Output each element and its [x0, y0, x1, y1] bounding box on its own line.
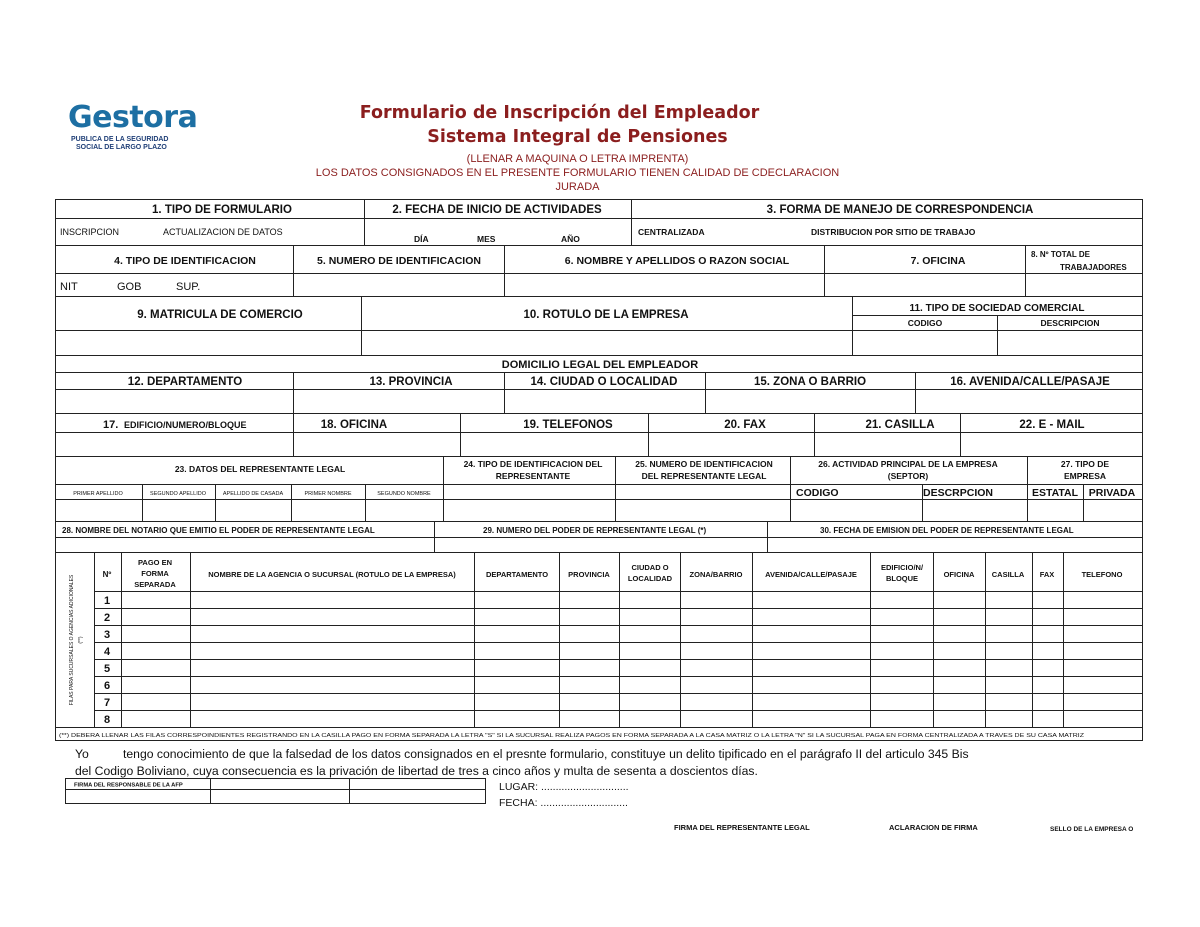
- header-fecha-inicio: 2. FECHA DE INICIO DE ACTIVIDADES: [392, 204, 602, 216]
- label-apellido-casada: APELLIDO DE CASADA: [222, 491, 284, 497]
- header-numero-poder: 29. NUMERO DEL PODER DE REPRESENTANTE LEGAL (*): [483, 526, 707, 535]
- label-descripcion-sociedad: DESCRIPCION: [1040, 318, 1100, 328]
- header-avenida-calle: 16. AVENIDA/CALLE/PASAJE: [950, 376, 1110, 388]
- col-nro: Nº: [102, 570, 112, 579]
- option-inscripcion[interactable]: INSCRIPCION: [60, 227, 120, 237]
- header-provincia: 13. PROVINCIA: [369, 376, 453, 388]
- col-edificio-2: BLOQUE: [885, 574, 919, 583]
- option-distribucion[interactable]: DISTRIBUCION POR SITIO DE TRABAJO: [811, 227, 976, 237]
- field-fecha[interactable]: FECHA: ..............................: [499, 797, 628, 809]
- header-representante-legal: 23. DATOS DEL REPRESENTANTE LEGAL: [174, 464, 346, 474]
- row-number-5: 5: [103, 663, 111, 675]
- col-pago-2: FORMA: [141, 569, 169, 578]
- header-num-id-representante: 25. NUMERO DE IDENTIFICACION: [635, 459, 773, 469]
- option-actualizacion[interactable]: ACTUALIZACION DE DATOS: [163, 227, 283, 237]
- header-total-trabajadores: 8. Nº TOTAL DE: [1031, 250, 1090, 259]
- grid-lines: [55, 199, 1143, 804]
- row-number-4: 4: [103, 646, 111, 658]
- declaration-yo: Yo: [75, 747, 89, 761]
- col-nombre-agencia: NOMBRE DE LA AGENCIA O SUCURSAL (ROTULO DE LA EMPRESA): [208, 570, 456, 579]
- label-firma-afp: FIRMA DEL RESPONSABLE DE LA AFP: [74, 782, 183, 789]
- header-manejo-correspondencia: 3. FORMA DE MANEJO DE CORRESPONDENCIA: [766, 204, 1034, 216]
- row-number-3: 3: [103, 629, 111, 641]
- header-rotulo-empresa: 10. ROTULO DE LA EMPRESA: [523, 309, 689, 321]
- row-number-7: 7: [103, 697, 111, 709]
- row-number-2: 2: [103, 612, 111, 624]
- header-actividad-septor: (SEPTOR): [887, 471, 929, 481]
- col-oficina: OFICINA: [943, 570, 975, 579]
- header-fecha-emision-poder: 30. FECHA DE EMISION DEL PODER DE REPRESENTANTE LEGAL: [820, 526, 1074, 535]
- label-mes: MES: [477, 234, 496, 244]
- row-number-6: 6: [103, 680, 111, 692]
- declaration-text-1: tengo conocimiento de que la falsedad de los datos consignados en el presnte formulario, constituye un delito tipificado en el parágrafo II del articulo 345 Bis: [123, 747, 969, 761]
- header-tipo-formulario: 1. TIPO DE FORMULARIO: [152, 204, 292, 216]
- col-pago-1: PAGO EN: [137, 558, 173, 567]
- header-tipo-id-representante-2: REPRESENTANTE: [495, 471, 571, 481]
- label-primer-nombre: PRIMER NOMBRE: [304, 491, 352, 497]
- field-lugar[interactable]: LUGAR: ..............................: [499, 781, 629, 793]
- side-label-filas-sucursales: FILAS PARA SUCURSALES O AGENCIAS ADICIONALES: [69, 574, 75, 706]
- label-primer-apellido: PRIMER APELLIDO: [73, 491, 123, 497]
- col-casilla: CASILLA: [991, 570, 1025, 579]
- option-nit[interactable]: NIT: [60, 281, 78, 293]
- header-edificio: EDIFICIO/NUMERO/BLOQUE: [124, 420, 247, 430]
- option-gob[interactable]: GOB: [117, 281, 142, 293]
- col-fax: FAX: [1039, 570, 1055, 579]
- row-number-1: 1: [103, 595, 111, 607]
- header-tipo-empresa: 27. TIPO DE: [1060, 459, 1110, 469]
- col-provincia: PROVINCIA: [568, 570, 610, 579]
- row-number-8: 8: [103, 714, 111, 726]
- label-aclaracion-firma: ACLARACION DE FIRMA: [889, 823, 978, 832]
- header-domicilio-legal: DOMICILIO LEGAL DEL EMPLEADOR: [501, 359, 699, 371]
- fill-instruction: (LLENAR A MAQUINA O LETRA IMPRENTA): [466, 153, 689, 165]
- header-numero-identificacion: 5. NUMERO DE IDENTIFICACION: [317, 255, 481, 267]
- footnote: (**) DEBERA LLENAR LAS FILAS CORRESPOINDIENTES REGISTRANDO EN LA CASILLA PAGO EN FORMA SEPARADA LA LETRA "S" SI LA SUCURSAL REALIZA PAGOS EN FORMA SEPARADA A LA CASA MATRIZ O LA LETRA "N" SI LA SUCURSAL PAGA EN FORMA CENTRALIZADA A TRAVES DE SU CASA MATRIZ: [59, 733, 1085, 739]
- logo-sub-line-2: SOCIAL DE LARGO PLAZO: [76, 144, 167, 151]
- option-privada[interactable]: PRIVADA: [1088, 487, 1136, 499]
- header-tipo-id-representante: 24. TIPO DE IDENTIFICACION DEL: [463, 459, 603, 469]
- header-ciudad-localidad: 14. CIUDAD O LOCALIDAD: [530, 376, 678, 388]
- option-estatal[interactable]: ESTATAL: [1031, 487, 1079, 499]
- header-zona-barrio: 15. ZONA O BARRIO: [753, 376, 867, 388]
- header-tipo-identificacion: 4. TIPO DE IDENTIFICACION: [114, 255, 256, 267]
- col-pago-3: SEPARADA: [134, 580, 176, 589]
- declaration-line-1: [62, 746, 1142, 763]
- col-ciudad-1: CIUDAD O: [631, 563, 669, 572]
- header-num-id-representante-2: DEL REPRESENTANTE LEGAL: [641, 471, 767, 481]
- col-departamento: DEPARTAMENTO: [485, 570, 549, 579]
- col-telefono: TELEFONO: [1081, 570, 1123, 579]
- header-oficina: 7. OFICINA: [910, 255, 966, 267]
- logo-sub-line-1: PUBLICA DE LA SEGURIDAD: [71, 136, 169, 143]
- header-oficina-domicilio: 18. OFICINA: [320, 419, 388, 431]
- label-segundo-apellido: SEGUNDO APELLIDO: [150, 491, 206, 497]
- label-segundo-nombre: SEGUNDO NOMBRE: [377, 491, 431, 497]
- header-tipo-sociedad: 11. TIPO DE SOCIEDAD COMERCIAL: [909, 303, 1085, 314]
- label-firma-representante: FIRMA DEL REPRESENTANTE LEGAL: [674, 823, 810, 832]
- header-trabajadores: TRABAJADORES: [1060, 263, 1127, 272]
- option-centralizada[interactable]: CENTRALIZADA: [638, 227, 705, 237]
- header-email: 22. E - MAIL: [1019, 419, 1085, 431]
- option-sup[interactable]: SUP.: [176, 281, 201, 293]
- side-label-nota: (**): [78, 636, 84, 644]
- label-sello-empresa: SELLO DE LA EMPRESA O: [1050, 826, 1134, 833]
- declaration-line-2: del Codigo Boliviano, cuya consecuencia es la privación de libertad de tres a cinco años y multa de sesenta a doscientos días.: [75, 764, 758, 778]
- form-subtitle: Sistema Integral de Pensiones: [427, 127, 728, 147]
- sworn-statement-note: LOS DATOS CONSIGNADOS EN EL PRESENTE FORMULARIO TIENEN CALIDAD DE CDECLARACION JURADA: [315, 167, 840, 193]
- logo-wordmark: Gestora: [68, 100, 198, 135]
- header-fax: 20. FAX: [724, 419, 766, 431]
- header-nombre-notario: 28. NOMBRE DEL NOTARIO QUE EMITIO EL PODER DE REPRESENTANTE LEGAL: [62, 526, 375, 535]
- label-dia: DÍA: [414, 234, 429, 244]
- col-ciudad-2: LOCALIDAD: [627, 574, 673, 583]
- header-actividad-principal: 26. ACTIVIDAD PRINCIPAL DE LA EMPRESA: [818, 459, 998, 469]
- header-nombre-razon-social: 6. NOMBRE Y APELLIDOS O RAZON SOCIAL: [564, 255, 790, 267]
- col-zona-barrio: ZONA/BARRIO: [689, 570, 743, 579]
- col-edificio-1: EDIFICIO/N/: [880, 563, 924, 572]
- header-edificio-num: 17.: [103, 419, 119, 431]
- label-codigo-actividad: CODIGO: [796, 487, 839, 499]
- header-telefonos: 19. TELEFONOS: [523, 419, 613, 431]
- header-departamento: 12. DEPARTAMENTO: [127, 376, 243, 388]
- header-casilla: 21. CASILLA: [865, 419, 935, 431]
- header-tipo-empresa-2: EMPRESA: [1063, 471, 1107, 481]
- label-codigo-sociedad: CODIGO: [907, 318, 943, 328]
- label-descrpcion-actividad: DESCRPCION: [922, 487, 994, 499]
- form-title: Formulario de Inscripción del Empleador: [359, 103, 760, 123]
- header-matricula-comercio: 9. MATRICULA DE COMERCIO: [137, 309, 303, 321]
- label-anio: AÑO: [561, 234, 580, 244]
- sworn-declaration: [62, 746, 1142, 780]
- col-avenida: AVENIDA/CALLE/PASAJE: [765, 570, 857, 579]
